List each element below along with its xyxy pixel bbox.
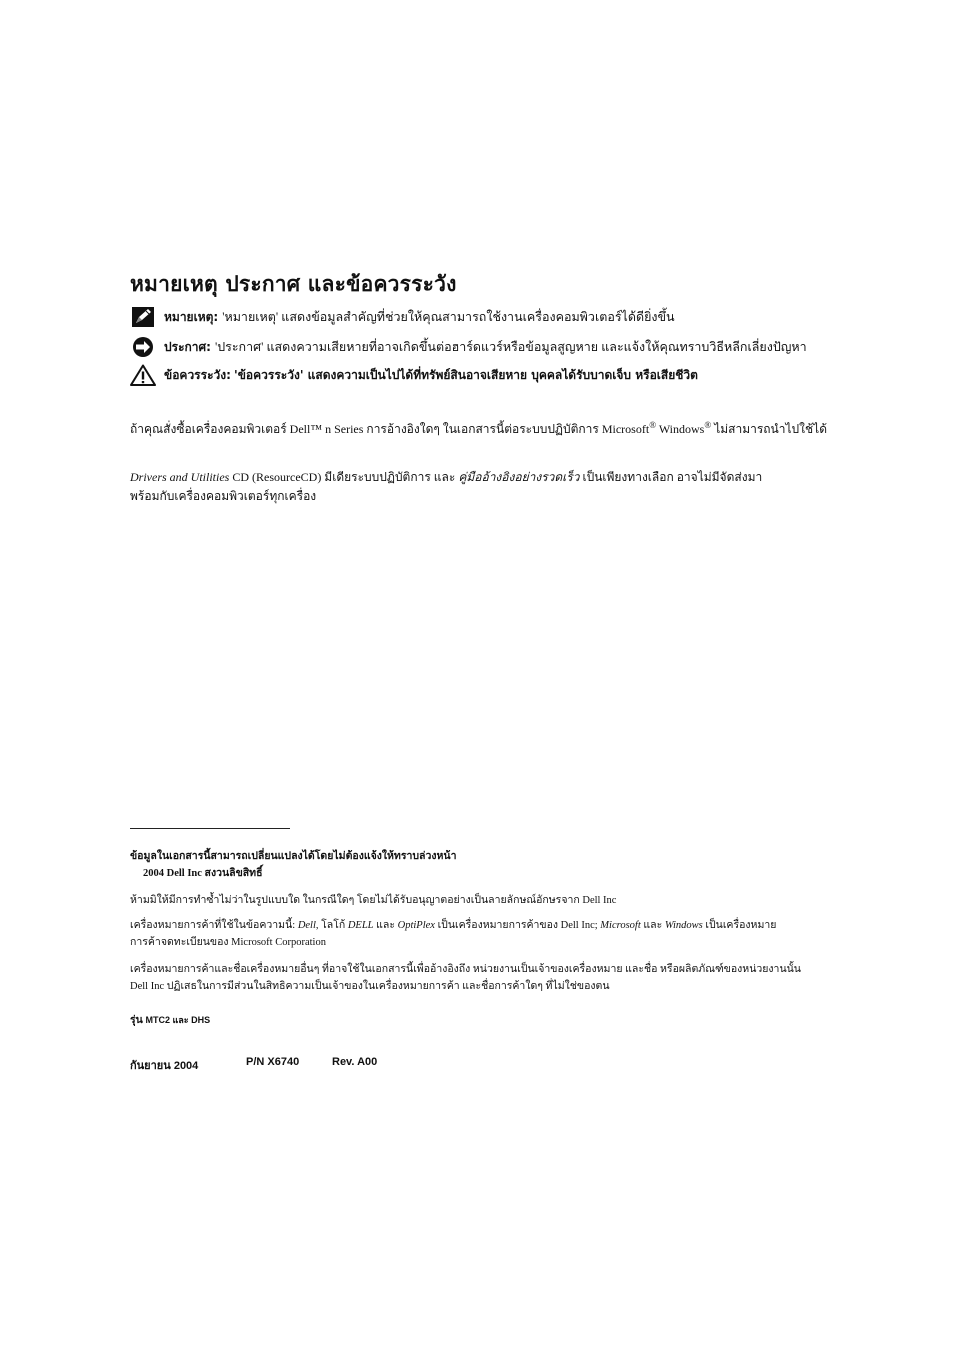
trademark-paragraph-1: เครื่องหมายการค้าที่ใช้ในข้อความนี้: Dell, โลโก้ DELL และ OptiPlex เป็นเครื่องหมายการค้าของ Dell Inc; Microsoft และ Windows เป็นเครื่องหมาย การค้าจดทะเบียนของ Microsoft Corporation bbox=[130, 920, 777, 948]
arrow-circle-icon bbox=[130, 336, 156, 358]
page-title: หมายเหตุ ประกาศ และข้อควรระวัง bbox=[130, 272, 457, 296]
caution-text: 'ข้อควรระวัง' แสดงความเป็นไปได้ที่ทรัพย์สินอาจเสียหาย บุคคลได้รับบาดเจ็บ หรือเสียชีวิต bbox=[234, 367, 698, 382]
registered-mark: ® bbox=[704, 420, 712, 430]
caution-row bbox=[130, 362, 698, 388]
n-series-paragraph: ถ้าคุณสั่งซื้อเครื่องคอมพิวเตอร์ Dell™ n Series การอ้างอิงใดๆ ในเอกสารนี้ต่อระบบปฏิบัติการ Microsoft® Windows® ไม่สามารถนำไปใช้ได้ bbox=[130, 420, 827, 436]
trademark-paragraph-2: เครื่องหมายการค้าและชื่อเครื่องหมายอื่นๆ ที่อาจใช้ในเอกสารนี้เพื่ออ้างอิงถึง หน่วยงานเป็นเจ้าของเครื่องหมาย และชื่อ หรือผลิตภัณฑ์ของหน่วยงานนั้น Dell Inc ปฏิเสธในการมีส่วนในสิทธิความเป็นเจ้าของในเครื่องหมายการค้า และชื่อการค้าใดๆ ที่ไม่ใช่ของตน bbox=[130, 964, 801, 992]
model-number: MTC2 และ DHS bbox=[145, 1015, 211, 1025]
media-paragraph: Drivers and Utilities CD (ResourceCD) มีเดียระบบปฏิบัติการ และ คู่มืออ้างอิงอย่างรวดเร็ว เป็นเพียงทางเลือก อาจไม่มีจัดส่งมา พร้อมกับเครื่องคอมพิวเตอร์ทุกเครื่อง bbox=[130, 470, 763, 503]
notice-row bbox=[130, 334, 807, 360]
part-number: P/N X6740 bbox=[246, 1056, 300, 1068]
note-label: หมายเหตุ: bbox=[164, 309, 219, 324]
notice-text: 'ประกาศ' แสดงความเสียหายที่อาจเกิดขึ้นต่อฮาร์ดแวร์หรือข้อมูลสูญหาย และแจ้งให้คุณทราบวิธีหลีกเลี่ยงปัญหา bbox=[214, 340, 807, 354]
note-row bbox=[130, 304, 675, 330]
model-line: รุ่น MTC2 และ DHS bbox=[130, 1015, 211, 1026]
warning-triangle-icon bbox=[130, 364, 156, 386]
legal-heading: ข้อมูลในเอกสารนี้สามารถเปลี่ยนแปลงได้โดยไม่ต้องแจ้งให้ทราบล่วงหน้า bbox=[130, 851, 457, 862]
caution-label: ข้อควรระวัง: bbox=[164, 367, 231, 382]
quick-reference-title: คู่มืออ้างอิงอย่างรวดเร็ว bbox=[458, 470, 580, 484]
note-text: 'หมายเหตุ' แสดงข้อมูลสำคัญที่ช่วยให้คุณสามารถใช้งานเครื่องคอมพิวเตอร์ได้ดียิ่งขึ้น bbox=[222, 310, 675, 324]
notice-label: ประกาศ: bbox=[164, 339, 211, 354]
pencil-note-icon bbox=[130, 306, 156, 328]
divider bbox=[130, 828, 290, 829]
registered-mark: ® bbox=[649, 420, 657, 430]
copyright-line: 2004 Dell Inc สงวนลิขสิทธิ์ bbox=[143, 868, 263, 879]
publication-date: กันยายน 2004 bbox=[130, 1060, 199, 1072]
reproduction-notice: ห้ามมิให้มีการทำซ้ำไม่ว่าในรูปแบบใด ในกรณีใดๆ โดยไม่ได้รับอนุญาตอย่างเป็นลายลักษณ์อักษรจาก Dell Inc bbox=[130, 895, 617, 906]
revision: Rev. A00 bbox=[332, 1056, 378, 1068]
drivers-utilities-title: Drivers and Utilities bbox=[130, 470, 230, 484]
